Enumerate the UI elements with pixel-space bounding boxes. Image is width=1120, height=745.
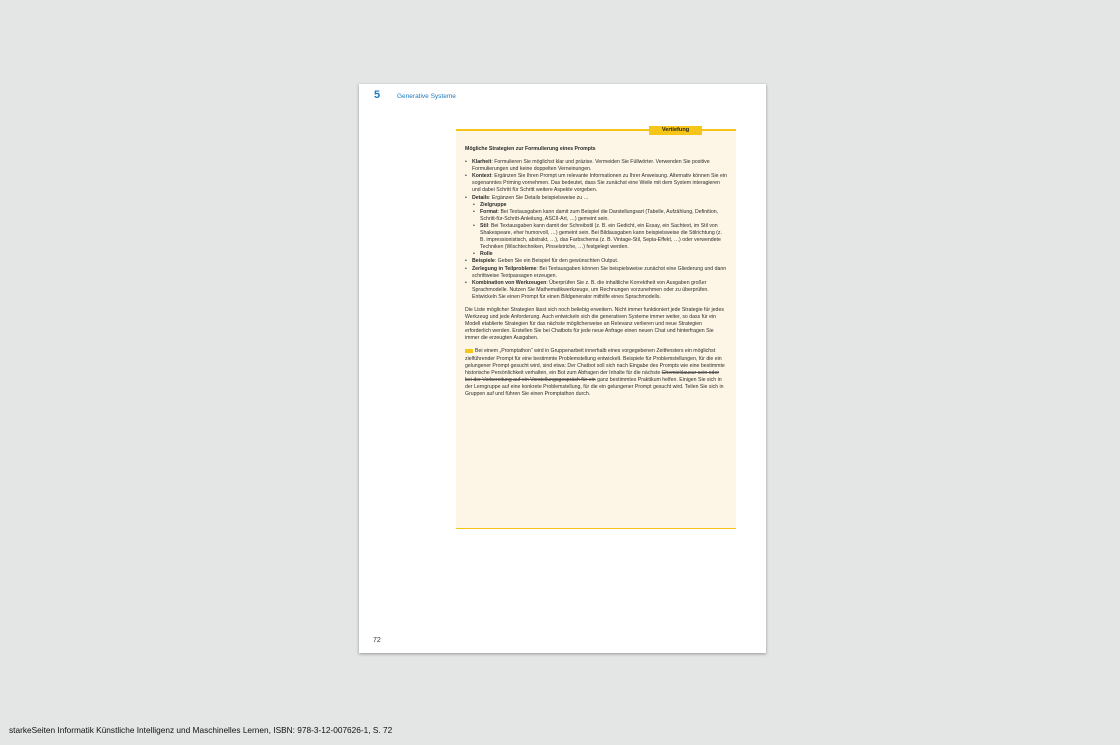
page-number: 72 <box>373 637 381 644</box>
list-item-zerlegung <box>465 266 727 280</box>
term: Stil <box>480 222 489 229</box>
term: Kontext <box>472 173 492 180</box>
task-marker-icon <box>465 349 473 353</box>
paragraph-promptathon <box>465 348 727 398</box>
sublist-item-stil <box>473 223 727 251</box>
book-page <box>359 84 766 653</box>
paragraph-text-strike: Chemieklausur sein oder bei der Vorbereitung auf ein Vorstellungsgespräch für ein <box>465 369 720 383</box>
paragraph-strategies: Die Liste möglicher Strategien lässt sich noch beliebig erweitern. Nicht immer funktioniert jede Strategie für jedes Werkzeug und jede Anforderung. Auch entwickeln sich die generativen Systeme immer weiter, so dass für ein Modell etablierte Strategien für das nächste möglicherweise an Relevanz verlieren und neue Strategien erforderlich werden. Erstellen Sie bei Chatbots für jede neue Anfrage einen neuen Chat und hinterfragen Sie immer die erzeugten Ausgaben. <box>465 306 724 342</box>
term-text: : Überprüfen Sie z. B. die inhaltliche Korrektheit von Ausgaben großer Sprachmodelle. Nutzen Sie Mathematikwerkzeuge, um Rechnungen vorzunehmen oder zu überprüfen. Entwickeln Sie einen Prompt für einen Bildgenerator mithilfe eines Sprachmodells. <box>472 279 709 300</box>
box-bottom-rule <box>456 528 736 530</box>
term: Format <box>480 208 498 215</box>
source-caption: starkeSeiten Informatik Künstliche Intelligenz und Maschinelles Lernen, ISBN: 978-3-12-007626-1, S. 72 <box>9 725 393 735</box>
list-item-beispiele <box>465 258 727 265</box>
term: Details <box>472 194 490 201</box>
sublist-item-zielgruppe <box>473 202 727 209</box>
paragraph-text-a: Bei einem „Promptathon“ wird in Gruppenarbeit innerhalb eines vorgegebenen Zeitfensters ein möglichst zielführender Prompt für eine bestimmte Problemstellung entwickelt. Beispiele für Problemstellungen, für die ein gelungener Prompt gesucht wird, sind etwa: Der Chatbot soll sich nach Eingabe des Prompts wie eine bestimmte historische Persönlichkeit verhalten, ein Bot zum Abfragen der Inhalte für die nächste <box>465 348 725 376</box>
term-text: : Bei Textausgaben können Sie beispielsweise zunächst eine Gliederung und dann schrittweise Textpassagen erzeugen. <box>472 265 727 279</box>
term-text: : Ergänzen Sie Details beispielsweise zu … <box>489 194 589 201</box>
paragraph-text-b: ganz bestimmtes Praktikum helfen. Einigen Sie sich in der Lerngruppe auf eine konkrete Problemstellung, für die ein gelungener Prompt gesucht wird. Teilen Sie sich in Gruppen auf und führen Sie einen Promptathon durch. <box>465 376 724 397</box>
box-heading: Mögliche Strategien zur Formulierung eines Prompts <box>465 146 596 152</box>
details-sublist <box>472 202 727 259</box>
term-text: : Bei Textausgaben kann damit der Schreibstil (z. B. ein Gedicht, ein Essay, ein Sachtext, im Stil von Shakespeare, eher humorvoll, …) gemeint sein. Bei Bildausgaben kann beispielsweise die Stilrichtung (z. B. impressionistisch, abstrakt, …), das Farbschema (z. B. Vintage-Stil, Sepia-Effekt, …) oder verwendete Techniken (Wischtechniken, Pinselstriche, …) festgelegt werden. <box>480 222 722 251</box>
box-content <box>465 146 727 398</box>
strategy-list <box>465 159 727 301</box>
term-text: : Bei Textausgaben kann damit zum Beispiel die Darstellungsart (Tabelle, Aufzählung, Definition, Schritt-für-Schritt-Anleitung, ASCII-Art, …) gemeint sein. <box>480 208 719 222</box>
term-text: : Ergänzen Sie Ihren Prompt um relevante Informationen zu Ihrer Anweisung. Alternativ können Sie ein sogenanntes Priming vornehmen. Das bedeutet, dass Sie zunächst eine Weile mit dem System interagieren und dabei Schritt für Schritt weitere Aspekte vorgeben. <box>472 173 727 194</box>
term-text: : Formulieren Sie möglichst klar und präzise. Vermeiden Sie Füllwörter. Verwenden Sie positive Formulierungen und keine doppelten Verneinungen. <box>472 159 710 173</box>
term: Klarheit <box>472 159 492 166</box>
list-item-klarheit <box>465 159 727 173</box>
term: Rolle <box>480 251 493 258</box>
sublist-item-rolle <box>473 251 727 258</box>
sublist-item-format <box>473 209 727 223</box>
deepening-box <box>456 129 736 529</box>
term: Kombination von Werkzeugen <box>472 279 547 286</box>
term-text: : Geben Sie ein Beispiel für den gewünschten Output. <box>494 258 619 265</box>
list-item-kombination <box>465 280 727 301</box>
vertiefung-badge: Vertiefung <box>649 126 702 135</box>
chapter-number: 5 <box>374 89 381 101</box>
term: Beispiele <box>472 258 495 265</box>
term: Zerlegung in Teilprobleme <box>472 265 537 272</box>
chapter-title: Generative Systeme <box>397 93 456 100</box>
list-item-kontext <box>465 173 727 194</box>
term: Zielgruppe <box>480 201 507 208</box>
list-item-details <box>465 195 727 259</box>
